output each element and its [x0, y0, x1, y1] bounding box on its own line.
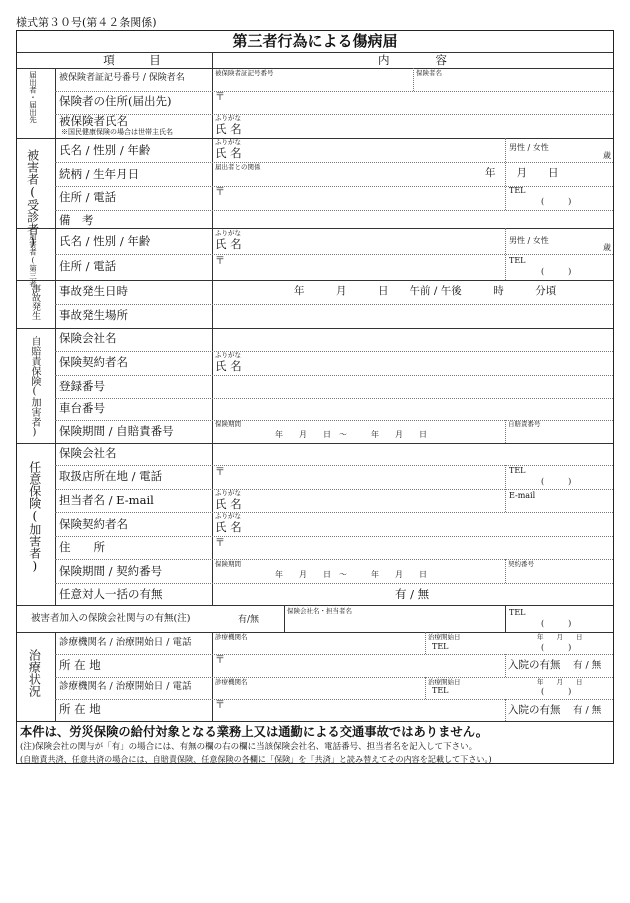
label-vol-address: 住 所 — [59, 540, 105, 554]
label-cali-car: 車台番号 — [59, 401, 105, 415]
inst-name-caption: 診療機関名 — [215, 678, 248, 686]
label-insurer-address: 保険者の住所(届出先) — [59, 94, 172, 108]
birthdate: 年 月 日 — [485, 167, 559, 179]
tel-paren: ( ) — [541, 619, 572, 628]
label-victim-relation: 続柄 / 生年月日 — [59, 167, 140, 181]
label-acc-datetime: 事故発生日時 — [59, 284, 128, 298]
treat-start-date: 年 月 日 — [537, 633, 583, 641]
section-accident: 事故発生 — [30, 284, 40, 320]
section-victim: 被害者(受診者) — [25, 149, 40, 249]
label-treat-loc2: 所 在 地 — [59, 702, 101, 716]
label-victim-address: 住所 / 電話 — [59, 190, 117, 204]
lump-options: 有 / 無 — [395, 587, 430, 601]
label-cali-reg: 登録番号 — [59, 379, 105, 393]
furigana-caption: ふりがな — [215, 138, 241, 146]
label-cali-holder: 保険契約者名 — [59, 355, 128, 369]
admission-options: 有 / 無 — [573, 705, 602, 716]
cali-period-caption: 保険期間 — [215, 420, 241, 428]
label-vol-branch: 取扱店所在地 / 電話 — [59, 469, 163, 483]
name-caption: 氏 名 — [215, 520, 242, 534]
label-treat-inst1: 診療機関名 / 治療開始日 / 電話 — [59, 637, 192, 648]
tel-label: TEL — [509, 466, 526, 475]
form-frame — [16, 30, 614, 764]
label-perp-address: 住所 / 電話 — [59, 259, 117, 273]
section-cali: 自賠責保険(加害者) — [29, 336, 40, 438]
label-insured-name: 被保険者氏名 — [59, 114, 128, 128]
tel-label: TEL — [432, 686, 449, 695]
tel-paren: ( ) — [541, 687, 572, 696]
label-cali-company: 保険会社名 — [59, 331, 117, 345]
insured-id-caption: 被保険者証記号番号 — [215, 69, 274, 77]
label-victim-notes: 備 考 — [59, 213, 94, 227]
postal-mark: 〒 — [215, 256, 225, 267]
form-number: 様式第３０号(第４２条関係) — [16, 16, 157, 29]
name-caption: 氏 名 — [215, 497, 242, 511]
treat-start-caption: 治療開始日 — [428, 633, 461, 641]
label-vol-staff: 担当者名 / E-mail — [59, 493, 154, 507]
inst-name-caption: 診療機関名 — [215, 633, 248, 641]
treat-start-date: 年 月 日 — [537, 678, 583, 686]
label-cali-period: 保険期間 / 自賠責番号 — [59, 424, 174, 438]
section-perpetrator: 加害者(第三者) — [28, 233, 38, 296]
vol-period: 年 月 日 〜 年 月 日 — [275, 570, 427, 579]
footer-note-2: (自賠責共済、任意共済の場合には、自賠責保険、任意保険の各欄に「保険」を「共済」と読み替えてその内容を記載して下さい。) — [20, 754, 492, 764]
vol-period-caption: 保険期間 — [215, 560, 241, 568]
admission-label: 入院の有無 — [508, 704, 561, 716]
tel-label: TEL — [509, 186, 526, 195]
header-item: 項 目 — [103, 53, 161, 67]
admission-label: 入院の有無 — [508, 659, 561, 671]
cali-period: 年 月 日 〜 年 月 日 — [275, 430, 427, 439]
name-caption: 氏 名 — [215, 359, 242, 373]
postal-mark: 〒 — [215, 92, 225, 103]
furigana-caption: ふりがな — [215, 229, 241, 237]
name-caption: 氏 名 — [215, 122, 242, 136]
sex-options: 男性 / 女性 — [509, 236, 549, 245]
header-content: 内 容 — [378, 53, 447, 67]
email-caption: E-mail — [509, 491, 536, 500]
relation-caption: 届出者との関係 — [215, 163, 261, 171]
label-perp-name: 氏名 / 性別 / 年齢 — [59, 234, 151, 248]
postal-mark: 〒 — [215, 700, 225, 711]
section-reporter: 届出者・届出先 — [28, 71, 38, 124]
age-unit: 歳 — [603, 243, 611, 252]
section-treatment: 治療状況 — [27, 649, 42, 697]
label-insured-id: 被保険者証記号番号 / 保険者名 — [59, 73, 185, 83]
tel-label: TEL — [509, 256, 526, 265]
postal-mark: 〒 — [215, 538, 225, 549]
tel-label: TEL — [432, 642, 449, 651]
section-voluntary: 任意保険(加害者) — [27, 461, 42, 573]
label-victim-ins: 被害者加入の保険会社関与の有無(注) — [31, 613, 191, 624]
tel-paren: ( ) — [541, 267, 572, 276]
tel-paren: ( ) — [541, 643, 572, 652]
label-vol-holder: 保険契約者名 — [59, 517, 128, 531]
label-vol-company: 保険会社名 — [59, 446, 117, 460]
furigana-caption: ふりがな — [215, 489, 241, 497]
label-treat-loc1: 所 在 地 — [59, 658, 101, 672]
cali-no-caption: 自賠責番号 — [508, 420, 541, 428]
label-vol-lump: 任意対人一括の有無 — [59, 587, 163, 601]
victim-ins-options: 有/無 — [238, 615, 260, 625]
age-unit: 歳 — [603, 151, 611, 160]
label-victim-name: 氏名 / 性別 / 年齢 — [59, 143, 151, 157]
treat-start-caption: 治療開始日 — [428, 678, 461, 686]
form-title: 第三者行為による傷病届 — [232, 32, 398, 50]
accident-datetime: 年 月 日 午前 / 午後 時 分頃 — [294, 285, 557, 297]
label-acc-place: 事故発生場所 — [59, 308, 128, 322]
label-treat-inst2: 診療機関名 / 治療開始日 / 電話 — [59, 681, 192, 692]
name-caption: 氏 名 — [215, 237, 242, 251]
postal-mark: 〒 — [215, 655, 225, 666]
contract-no-caption: 契約番号 — [508, 560, 534, 568]
postal-mark: 〒 — [215, 187, 225, 198]
furigana-caption: ふりがな — [215, 114, 241, 122]
label-insured-name-note: ※国民健康保険の場合は世帯主氏名 — [61, 128, 173, 136]
admission-options: 有 / 無 — [573, 660, 602, 671]
tel-paren: ( ) — [541, 197, 572, 206]
postal-mark: 〒 — [215, 467, 225, 478]
insurer-name-caption: 保険者名 — [416, 69, 442, 77]
tel-label: TEL — [509, 608, 526, 617]
label-vol-period: 保険期間 / 契約番号 — [59, 564, 163, 578]
name-caption: 氏 名 — [215, 146, 242, 160]
furigana-caption: ふりがな — [215, 512, 241, 520]
company-staff-caption: 保険会社名・担当者名 — [287, 607, 352, 615]
sex-options: 男性 / 女性 — [509, 143, 549, 152]
tel-paren: ( ) — [541, 477, 572, 486]
footer-statement: 本件は、労災保険の給付対象となる業務上又は通勤による交通事故ではありません。 — [20, 725, 489, 739]
furigana-caption: ふりがな — [215, 351, 241, 359]
footer-note-1: (注)保険会社の関与が「有」の場合には、有無の欄の右の欄に当該保険会社名、電話番号、担当者名を記入して下さい。 — [20, 742, 478, 752]
